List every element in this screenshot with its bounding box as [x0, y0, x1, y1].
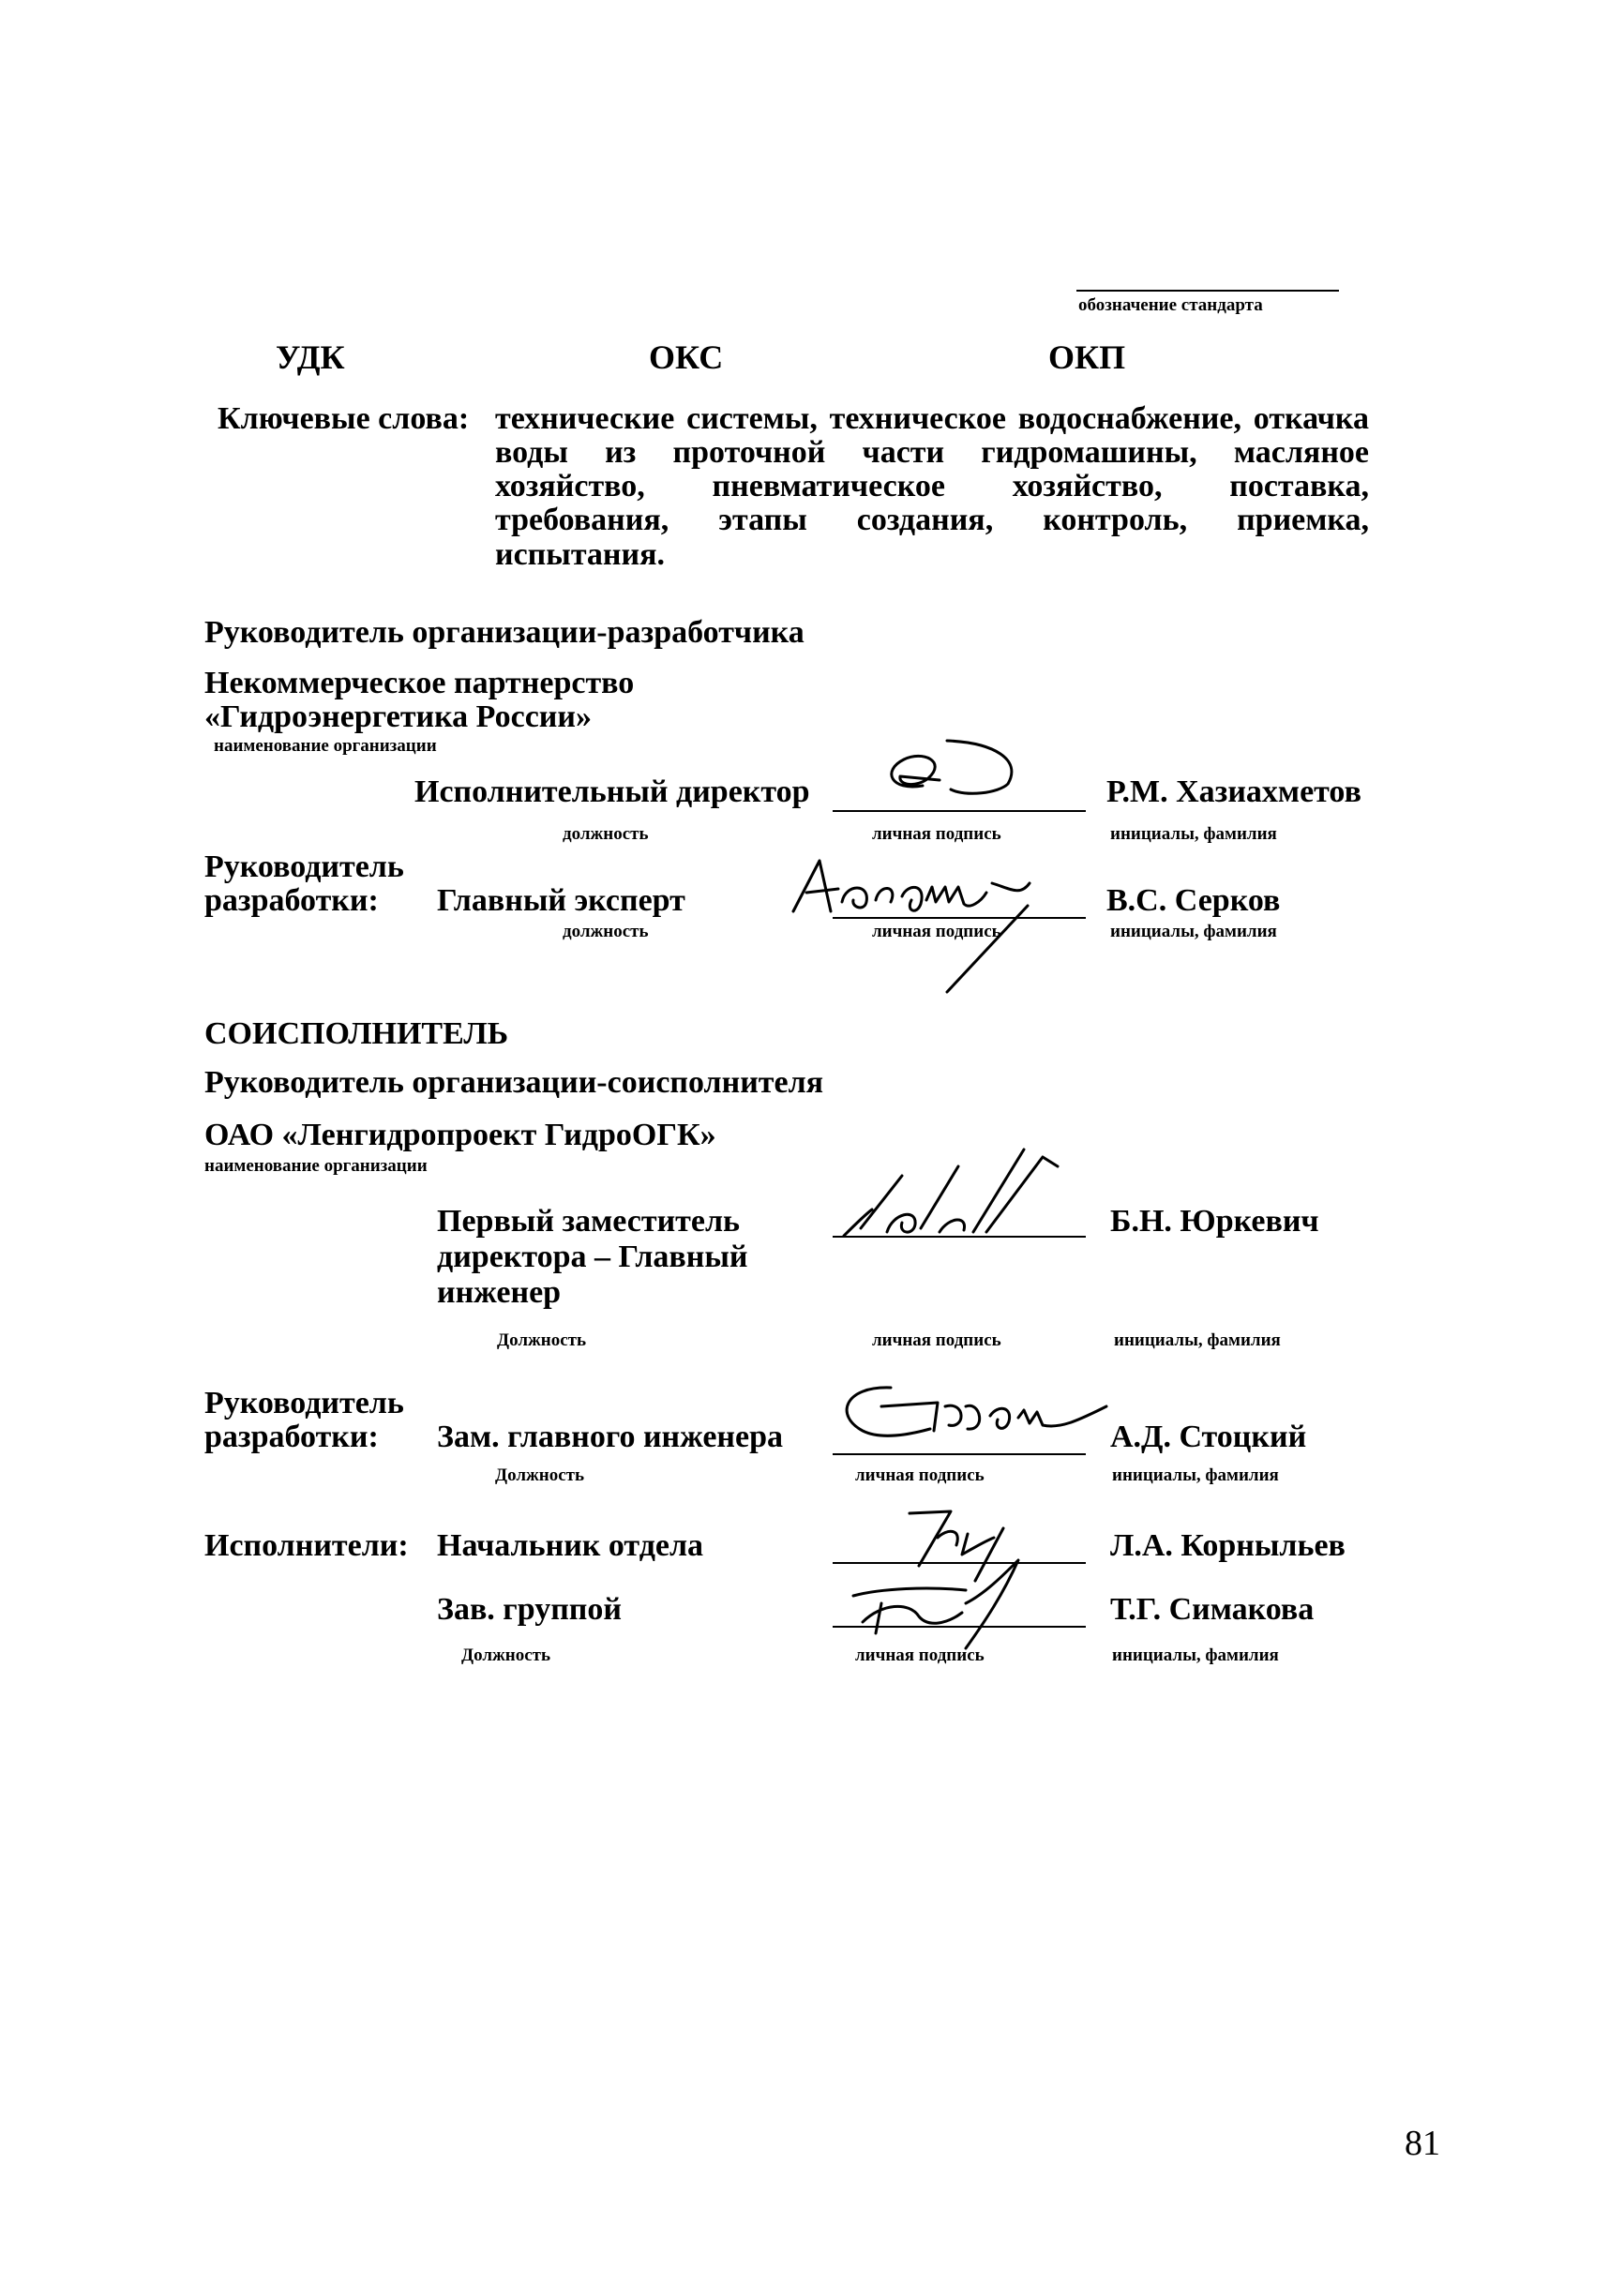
director-name: Р.М. Хазиахметов — [1106, 774, 1361, 809]
developer-lead-label-line2: разработки: — [204, 883, 379, 918]
executor2-position: Зав. группой — [437, 1592, 622, 1627]
oks-label: ОКС — [649, 338, 724, 376]
first-deputy-caption-name: инициалы, фамилия — [1114, 1330, 1281, 1350]
executor1-position: Начальник отдела — [437, 1528, 704, 1563]
developer-org-line1: Некоммерческое партнерство — [204, 666, 635, 700]
executor1-name: Л.А. Корныльев — [1110, 1528, 1346, 1563]
standard-designation-caption: обозначение стандарта — [1078, 295, 1263, 315]
first-deputy-position-line3: инженер — [437, 1275, 562, 1310]
coexecutor-lead-caption-name: инициалы, фамилия — [1112, 1465, 1279, 1485]
keywords-colon: : — [458, 401, 470, 436]
director-caption-signature: личная подпись — [872, 824, 1001, 844]
developer-lead-caption-signature: личная подпись — [872, 922, 1001, 941]
page-number: 81 — [1405, 2124, 1440, 2163]
developer-lead-caption-position: должность — [563, 922, 649, 941]
coexecutor-org-name: ОАО «Ленгидропроект ГидроОГК» — [204, 1118, 716, 1152]
director-caption-position: должность — [563, 824, 649, 844]
keywords-label — [218, 401, 469, 436]
developer-org-line2: «Гидроэнергетика России» — [204, 699, 592, 734]
developer-lead-name: В.С. Серков — [1106, 883, 1281, 918]
first-deputy-position-line1: Первый заместитель — [437, 1204, 740, 1239]
keywords-line-4: требования, этапы создания, контроль, приемка, испытания. — [495, 503, 1369, 573]
first-deputy-signature — [827, 1138, 1071, 1251]
first-deputy-position-line2: директора – Главный — [437, 1240, 748, 1274]
standard-designation-line — [1076, 290, 1339, 292]
coexecutor-lead-label-line1: Руководитель — [204, 1386, 404, 1420]
executors-label: Исполнители: — [204, 1528, 409, 1563]
first-deputy-caption-signature: личная подпись — [872, 1330, 1001, 1350]
director-signature — [853, 731, 1041, 806]
keywords-label-text: Ключевые слова — [218, 401, 459, 436]
executors-caption-signature: личная подпись — [855, 1645, 985, 1665]
first-deputy-name: Б.Н. Юркевич — [1110, 1204, 1319, 1239]
director-signature-line — [833, 810, 1086, 812]
developer-heading: Руководитель организации-разработчика — [204, 615, 804, 650]
developer-lead-label-line1: Руководитель — [204, 849, 404, 884]
coexecutor-lead-position: Зам. главного инженера — [437, 1420, 784, 1454]
coexecutor-section-title: СОИСПОЛНИТЕЛЬ — [204, 1016, 509, 1051]
udk-label: УДК — [276, 338, 345, 376]
coexecutor-lead-signature-line — [833, 1453, 1086, 1455]
developer-org-caption: наименование организации — [214, 736, 437, 756]
okp-label: ОКП — [1048, 338, 1126, 376]
director-position: Исполнительный директор — [414, 774, 810, 809]
coexecutor-lead-caption-position: Должность — [495, 1465, 585, 1485]
keywords-line-3: хозяйство, пневматическое хозяйство, поставка, — [495, 469, 1369, 503]
coexecutor-lead-caption-signature: личная подпись — [855, 1465, 985, 1485]
executors-caption-name: инициалы, фамилия — [1112, 1645, 1279, 1665]
developer-lead-caption-name: инициалы, фамилия — [1110, 922, 1277, 941]
coexecutor-lead-signature — [825, 1378, 1125, 1453]
executors-caption-position: Должность — [461, 1645, 551, 1665]
executor2-name: Т.Г. Симакова — [1110, 1592, 1315, 1627]
keywords-line-2: воды из проточной части гидромашины, масляное — [495, 435, 1369, 470]
keywords-line-1: технические системы, техническое водоснабжение, откачка — [495, 401, 1369, 436]
coexecutor-heading: Руководитель организации-соисполнителя — [204, 1065, 824, 1100]
coexecutor-org-caption: наименование организации — [204, 1156, 428, 1176]
first-deputy-caption-position: Должность — [497, 1330, 587, 1350]
coexecutor-lead-name: А.Д. Стоцкий — [1110, 1420, 1307, 1454]
director-caption-name: инициалы, фамилия — [1110, 824, 1277, 844]
coexecutor-lead-label-line2: разработки: — [204, 1420, 379, 1454]
developer-lead-position: Главный эксперт — [437, 883, 685, 918]
executor2-signature — [825, 1547, 1069, 1660]
